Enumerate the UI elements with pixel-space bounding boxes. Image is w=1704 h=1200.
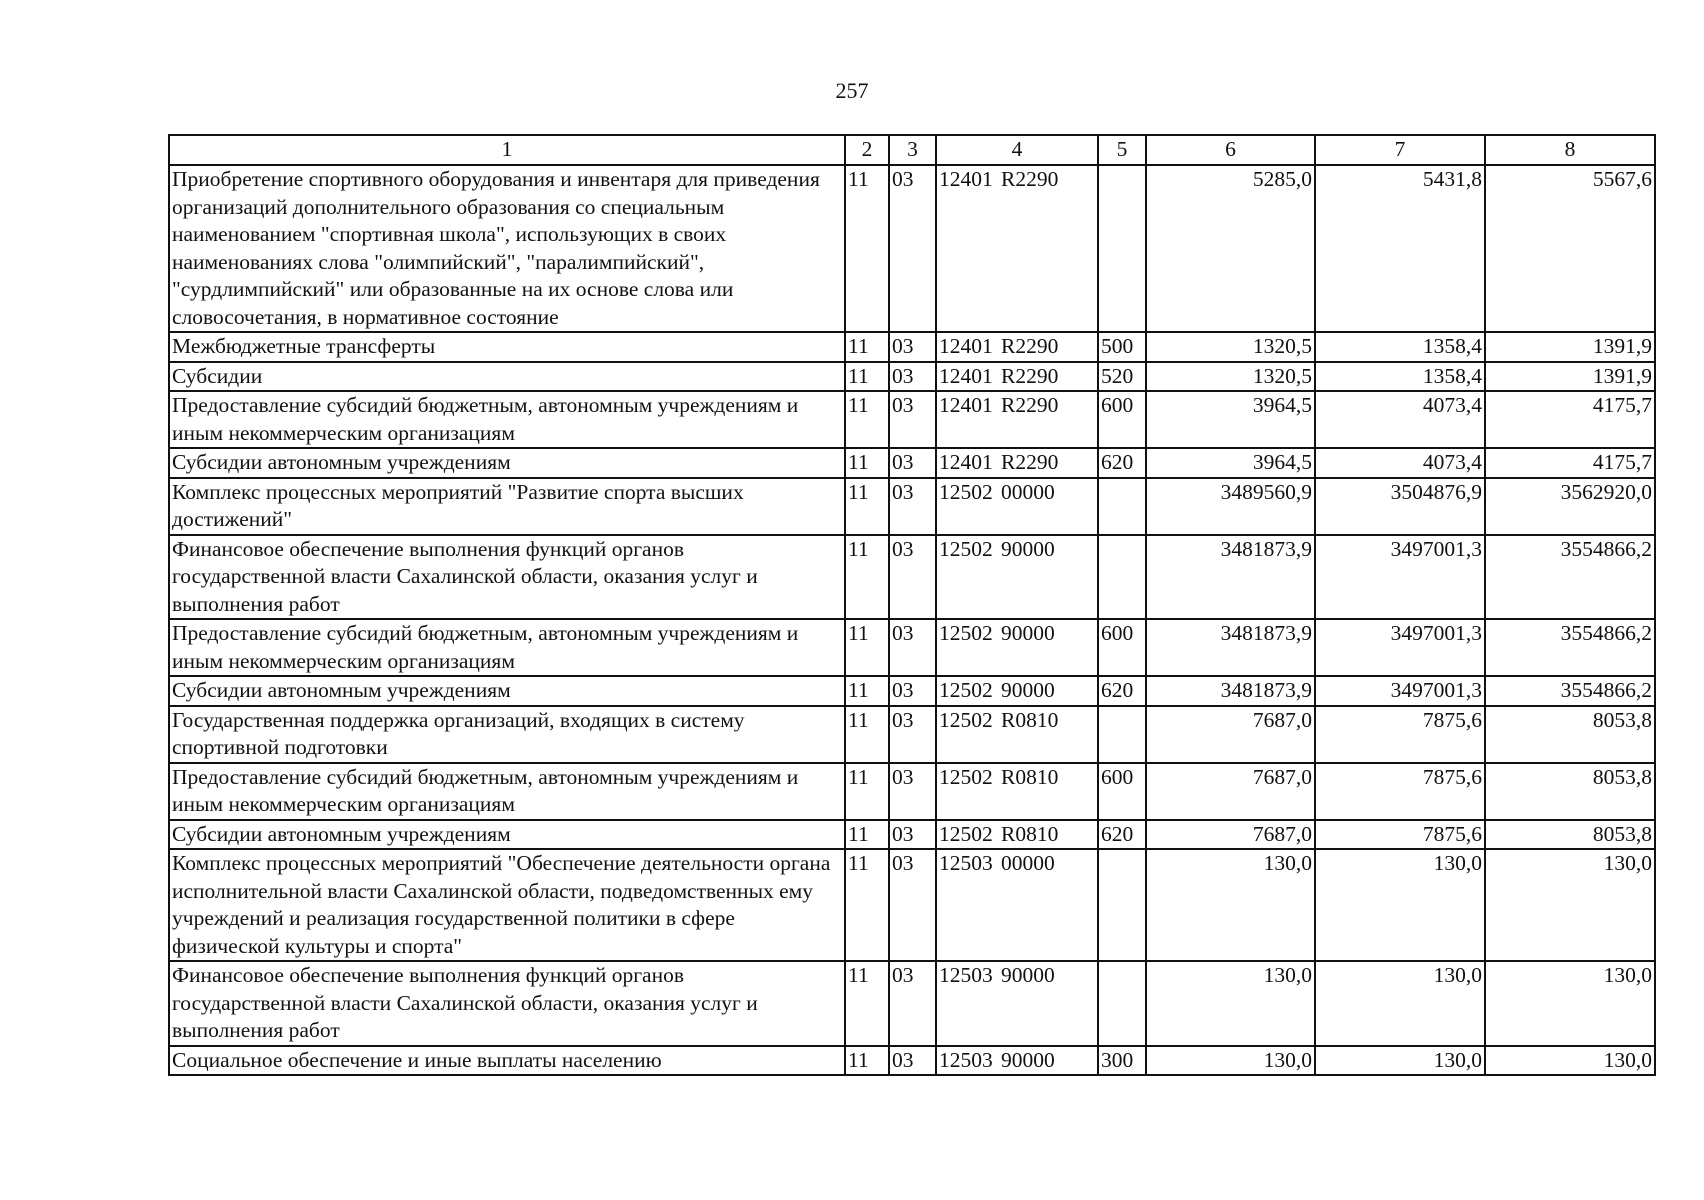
expense-type-code [1098, 165, 1146, 332]
target-article-code [936, 961, 1098, 1046]
amount-col-6: 3964,5 [1146, 448, 1315, 478]
target-article-program: 12502 [939, 678, 993, 702]
expense-type-code: 600 [1098, 391, 1146, 448]
table-row [169, 849, 1655, 961]
row-name: Предоставление субсидий бюджетным, автономным учреждениям и иным некоммерческим организациям [169, 619, 845, 676]
target-article-direction: R0810 [1001, 764, 1059, 789]
amount-col-8: 8053,8 [1485, 706, 1655, 763]
subsection-code: 03 [889, 961, 936, 1046]
amount-col-6: 3489560,9 [1146, 478, 1315, 535]
target-article-code [936, 165, 1098, 332]
target-article-program: 12401 [939, 393, 993, 417]
target-article-code [936, 849, 1098, 961]
expense-type-code [1098, 478, 1146, 535]
amount-col-8: 3562920,0 [1485, 478, 1655, 535]
target-article-program: 12502 [939, 764, 993, 789]
target-article-program: 12502 [939, 621, 993, 645]
table-row [169, 165, 1655, 332]
table-header [169, 135, 1655, 165]
subsection-code: 03 [889, 332, 936, 362]
section-code: 11 [845, 619, 889, 676]
table-row [169, 706, 1655, 763]
section-code: 11 [845, 849, 889, 961]
target-article-program: 12503 [939, 1047, 993, 1072]
target-article-program: 12503 [939, 963, 993, 987]
row-name: Предоставление субсидий бюджетным, автономным учреждениям и иным некоммерческим организациям [169, 763, 845, 820]
amount-col-7: 3497001,3 [1315, 535, 1485, 620]
target-article-code [936, 448, 1098, 478]
table-row [169, 763, 1655, 820]
amount-col-6: 3964,5 [1146, 391, 1315, 448]
target-article-code [936, 1046, 1098, 1076]
target-article-program: 12401 [939, 363, 993, 388]
table-row [169, 448, 1655, 478]
section-code: 11 [845, 706, 889, 763]
subsection-code: 03 [889, 676, 936, 706]
target-article-program: 12503 [939, 851, 993, 875]
amount-col-7: 130,0 [1315, 961, 1485, 1046]
amount-col-7: 1358,4 [1315, 332, 1485, 362]
expense-type-code: 300 [1098, 1046, 1146, 1076]
amount-col-6: 5285,0 [1146, 165, 1315, 332]
section-code: 11 [845, 478, 889, 535]
expense-type-code [1098, 849, 1146, 961]
section-code: 11 [845, 763, 889, 820]
section-code: 11 [845, 535, 889, 620]
target-article-program: 12502 [939, 536, 993, 561]
target-article-direction: 90000 [1001, 1047, 1055, 1072]
amount-col-7: 7875,6 [1315, 763, 1485, 820]
amount-col-7: 4073,4 [1315, 391, 1485, 448]
expense-type-code: 500 [1098, 332, 1146, 362]
header-col-4: 4 [936, 135, 1098, 165]
table-row [169, 391, 1655, 448]
amount-col-7: 7875,6 [1315, 706, 1485, 763]
section-code: 11 [845, 165, 889, 332]
amount-col-8: 130,0 [1485, 961, 1655, 1046]
subsection-code: 03 [889, 391, 936, 448]
target-article-direction: 00000 [1001, 479, 1055, 504]
header-col-7: 7 [1315, 135, 1485, 165]
amount-col-7: 1358,4 [1315, 362, 1485, 392]
header-col-1: 1 [169, 135, 845, 165]
target-article-code [936, 362, 1098, 392]
target-article-code [936, 763, 1098, 820]
row-name: Субсидии автономным учреждениям [169, 820, 845, 850]
amount-col-7: 7875,6 [1315, 820, 1485, 850]
amount-col-8: 4175,7 [1485, 391, 1655, 448]
row-name: Субсидии [169, 362, 845, 392]
header-col-2: 2 [845, 135, 889, 165]
amount-col-8: 8053,8 [1485, 820, 1655, 850]
target-article-program: 12502 [939, 821, 993, 846]
target-article-code [936, 676, 1098, 706]
target-article-program: 12401 [939, 334, 993, 358]
amount-col-7: 3497001,3 [1315, 676, 1485, 706]
amount-col-6: 3481873,9 [1146, 676, 1315, 706]
budget-table [168, 134, 1656, 1076]
target-article-program: 12401 [939, 450, 993, 474]
subsection-code: 03 [889, 619, 936, 676]
page-number: 257 [835, 78, 869, 103]
header-row [169, 135, 1655, 165]
row-name: Социальное обеспечение и иные выплаты населению [169, 1046, 845, 1076]
amount-col-8: 4175,7 [1485, 448, 1655, 478]
table-row [169, 332, 1655, 362]
target-article-direction: R2290 [1001, 450, 1059, 474]
subsection-code: 03 [889, 820, 936, 850]
amount-col-8: 3554866,2 [1485, 676, 1655, 706]
target-article-code [936, 332, 1098, 362]
amount-col-8: 130,0 [1485, 1046, 1655, 1076]
target-article-direction: R0810 [1001, 707, 1059, 732]
table-row [169, 1046, 1655, 1076]
row-name: Приобретение спортивного оборудования и инвентаря для приведения организаций дополнительного образования со специальным наименованием "спортивная школа", использующих в своих наименованиях слова "олимпийский", "паралимпийский", "сурдлимпийский" или образованные на их основе слова или словосочетания, в нормативное состояние [169, 165, 845, 332]
target-article-direction: 90000 [1001, 963, 1055, 987]
expense-type-code: 620 [1098, 820, 1146, 850]
table-row [169, 535, 1655, 620]
subsection-code: 03 [889, 706, 936, 763]
amount-col-6: 130,0 [1146, 961, 1315, 1046]
subsection-code: 03 [889, 448, 936, 478]
expense-type-code [1098, 706, 1146, 763]
target-article-direction: 90000 [1001, 621, 1055, 645]
target-article-code [936, 706, 1098, 763]
section-code: 11 [845, 448, 889, 478]
amount-col-6: 3481873,9 [1146, 535, 1315, 620]
section-code: 11 [845, 1046, 889, 1076]
target-article-program: 12502 [939, 479, 993, 504]
row-name: Субсидии автономным учреждениям [169, 676, 845, 706]
section-code: 11 [845, 391, 889, 448]
target-article-direction: R2290 [1001, 334, 1059, 358]
amount-col-6: 7687,0 [1146, 820, 1315, 850]
target-article-direction: R0810 [1001, 821, 1059, 846]
expense-type-code [1098, 961, 1146, 1046]
expense-type-code: 620 [1098, 448, 1146, 478]
subsection-code: 03 [889, 165, 936, 332]
target-article-code [936, 391, 1098, 448]
header-col-3: 3 [889, 135, 936, 165]
row-name: Межбюджетные трансферты [169, 332, 845, 362]
amount-col-6: 3481873,9 [1146, 619, 1315, 676]
amount-col-8: 1391,9 [1485, 362, 1655, 392]
table-row [169, 478, 1655, 535]
target-article-direction: R2290 [1001, 393, 1059, 417]
amount-col-8: 3554866,2 [1485, 619, 1655, 676]
amount-col-6: 1320,5 [1146, 362, 1315, 392]
section-code: 11 [845, 362, 889, 392]
subsection-code: 03 [889, 362, 936, 392]
row-name: Финансовое обеспечение выполнения функций органов государственной власти Сахалинской области, оказания услуг и выполнения работ [169, 961, 845, 1046]
row-name: Субсидии автономным учреждениям [169, 448, 845, 478]
amount-col-7: 130,0 [1315, 849, 1485, 961]
amount-col-7: 5431,8 [1315, 165, 1485, 332]
row-name: Финансовое обеспечение выполнения функций органов государственной власти Сахалинской области, оказания услуг и выполнения работ [169, 535, 845, 620]
row-name: Государственная поддержка организаций, входящих в систему спортивной подготовки [169, 706, 845, 763]
target-article-direction: 90000 [1001, 678, 1055, 702]
target-article-direction: 90000 [1001, 536, 1055, 561]
amount-col-6: 7687,0 [1146, 706, 1315, 763]
amount-col-8: 8053,8 [1485, 763, 1655, 820]
row-name: Комплекс процессных мероприятий "Развитие спорта высших достижений" [169, 478, 845, 535]
expense-type-code: 520 [1098, 362, 1146, 392]
header-col-5: 5 [1098, 135, 1146, 165]
table-row [169, 961, 1655, 1046]
amount-col-6: 130,0 [1146, 1046, 1315, 1076]
target-article-program: 12401 [939, 167, 993, 191]
amount-col-6: 7687,0 [1146, 763, 1315, 820]
target-article-direction: R2290 [1001, 363, 1059, 388]
expense-type-code: 600 [1098, 763, 1146, 820]
subsection-code: 03 [889, 1046, 936, 1076]
expense-type-code: 600 [1098, 619, 1146, 676]
amount-col-7: 4073,4 [1315, 448, 1485, 478]
table-row [169, 619, 1655, 676]
target-article-code [936, 619, 1098, 676]
target-article-code [936, 535, 1098, 620]
amount-col-8: 5567,6 [1485, 165, 1655, 332]
target-article-direction: 00000 [1001, 851, 1055, 875]
expense-type-code: 620 [1098, 676, 1146, 706]
target-article-direction: R2290 [1001, 167, 1059, 191]
expense-type-code [1098, 535, 1146, 620]
header-col-8: 8 [1485, 135, 1655, 165]
table-row [169, 676, 1655, 706]
target-article-program: 12502 [939, 707, 993, 732]
amount-col-8: 1391,9 [1485, 332, 1655, 362]
subsection-code: 03 [889, 478, 936, 535]
section-code: 11 [845, 820, 889, 850]
amount-col-7: 3497001,3 [1315, 619, 1485, 676]
row-name: Предоставление субсидий бюджетным, автономным учреждениям и иным некоммерческим организациям [169, 391, 845, 448]
table-body [169, 165, 1655, 1075]
amount-col-8: 130,0 [1485, 849, 1655, 961]
amount-col-8: 3554866,2 [1485, 535, 1655, 620]
amount-col-6: 130,0 [1146, 849, 1315, 961]
section-code: 11 [845, 961, 889, 1046]
subsection-code: 03 [889, 763, 936, 820]
target-article-code [936, 478, 1098, 535]
header-col-6: 6 [1146, 135, 1315, 165]
section-code: 11 [845, 332, 889, 362]
table-row [169, 362, 1655, 392]
target-article-code [936, 820, 1098, 850]
amount-col-6: 1320,5 [1146, 332, 1315, 362]
row-name: Комплекс процессных мероприятий "Обеспечение деятельности органа исполнительной власти Сахалинской области, подведомственных ему учреждений и реализация государственной политики в сфере физической культуры и спорта" [169, 849, 845, 961]
subsection-code: 03 [889, 849, 936, 961]
table-row [169, 820, 1655, 850]
amount-col-7: 130,0 [1315, 1046, 1485, 1076]
amount-col-7: 3504876,9 [1315, 478, 1485, 535]
subsection-code: 03 [889, 535, 936, 620]
section-code: 11 [845, 676, 889, 706]
